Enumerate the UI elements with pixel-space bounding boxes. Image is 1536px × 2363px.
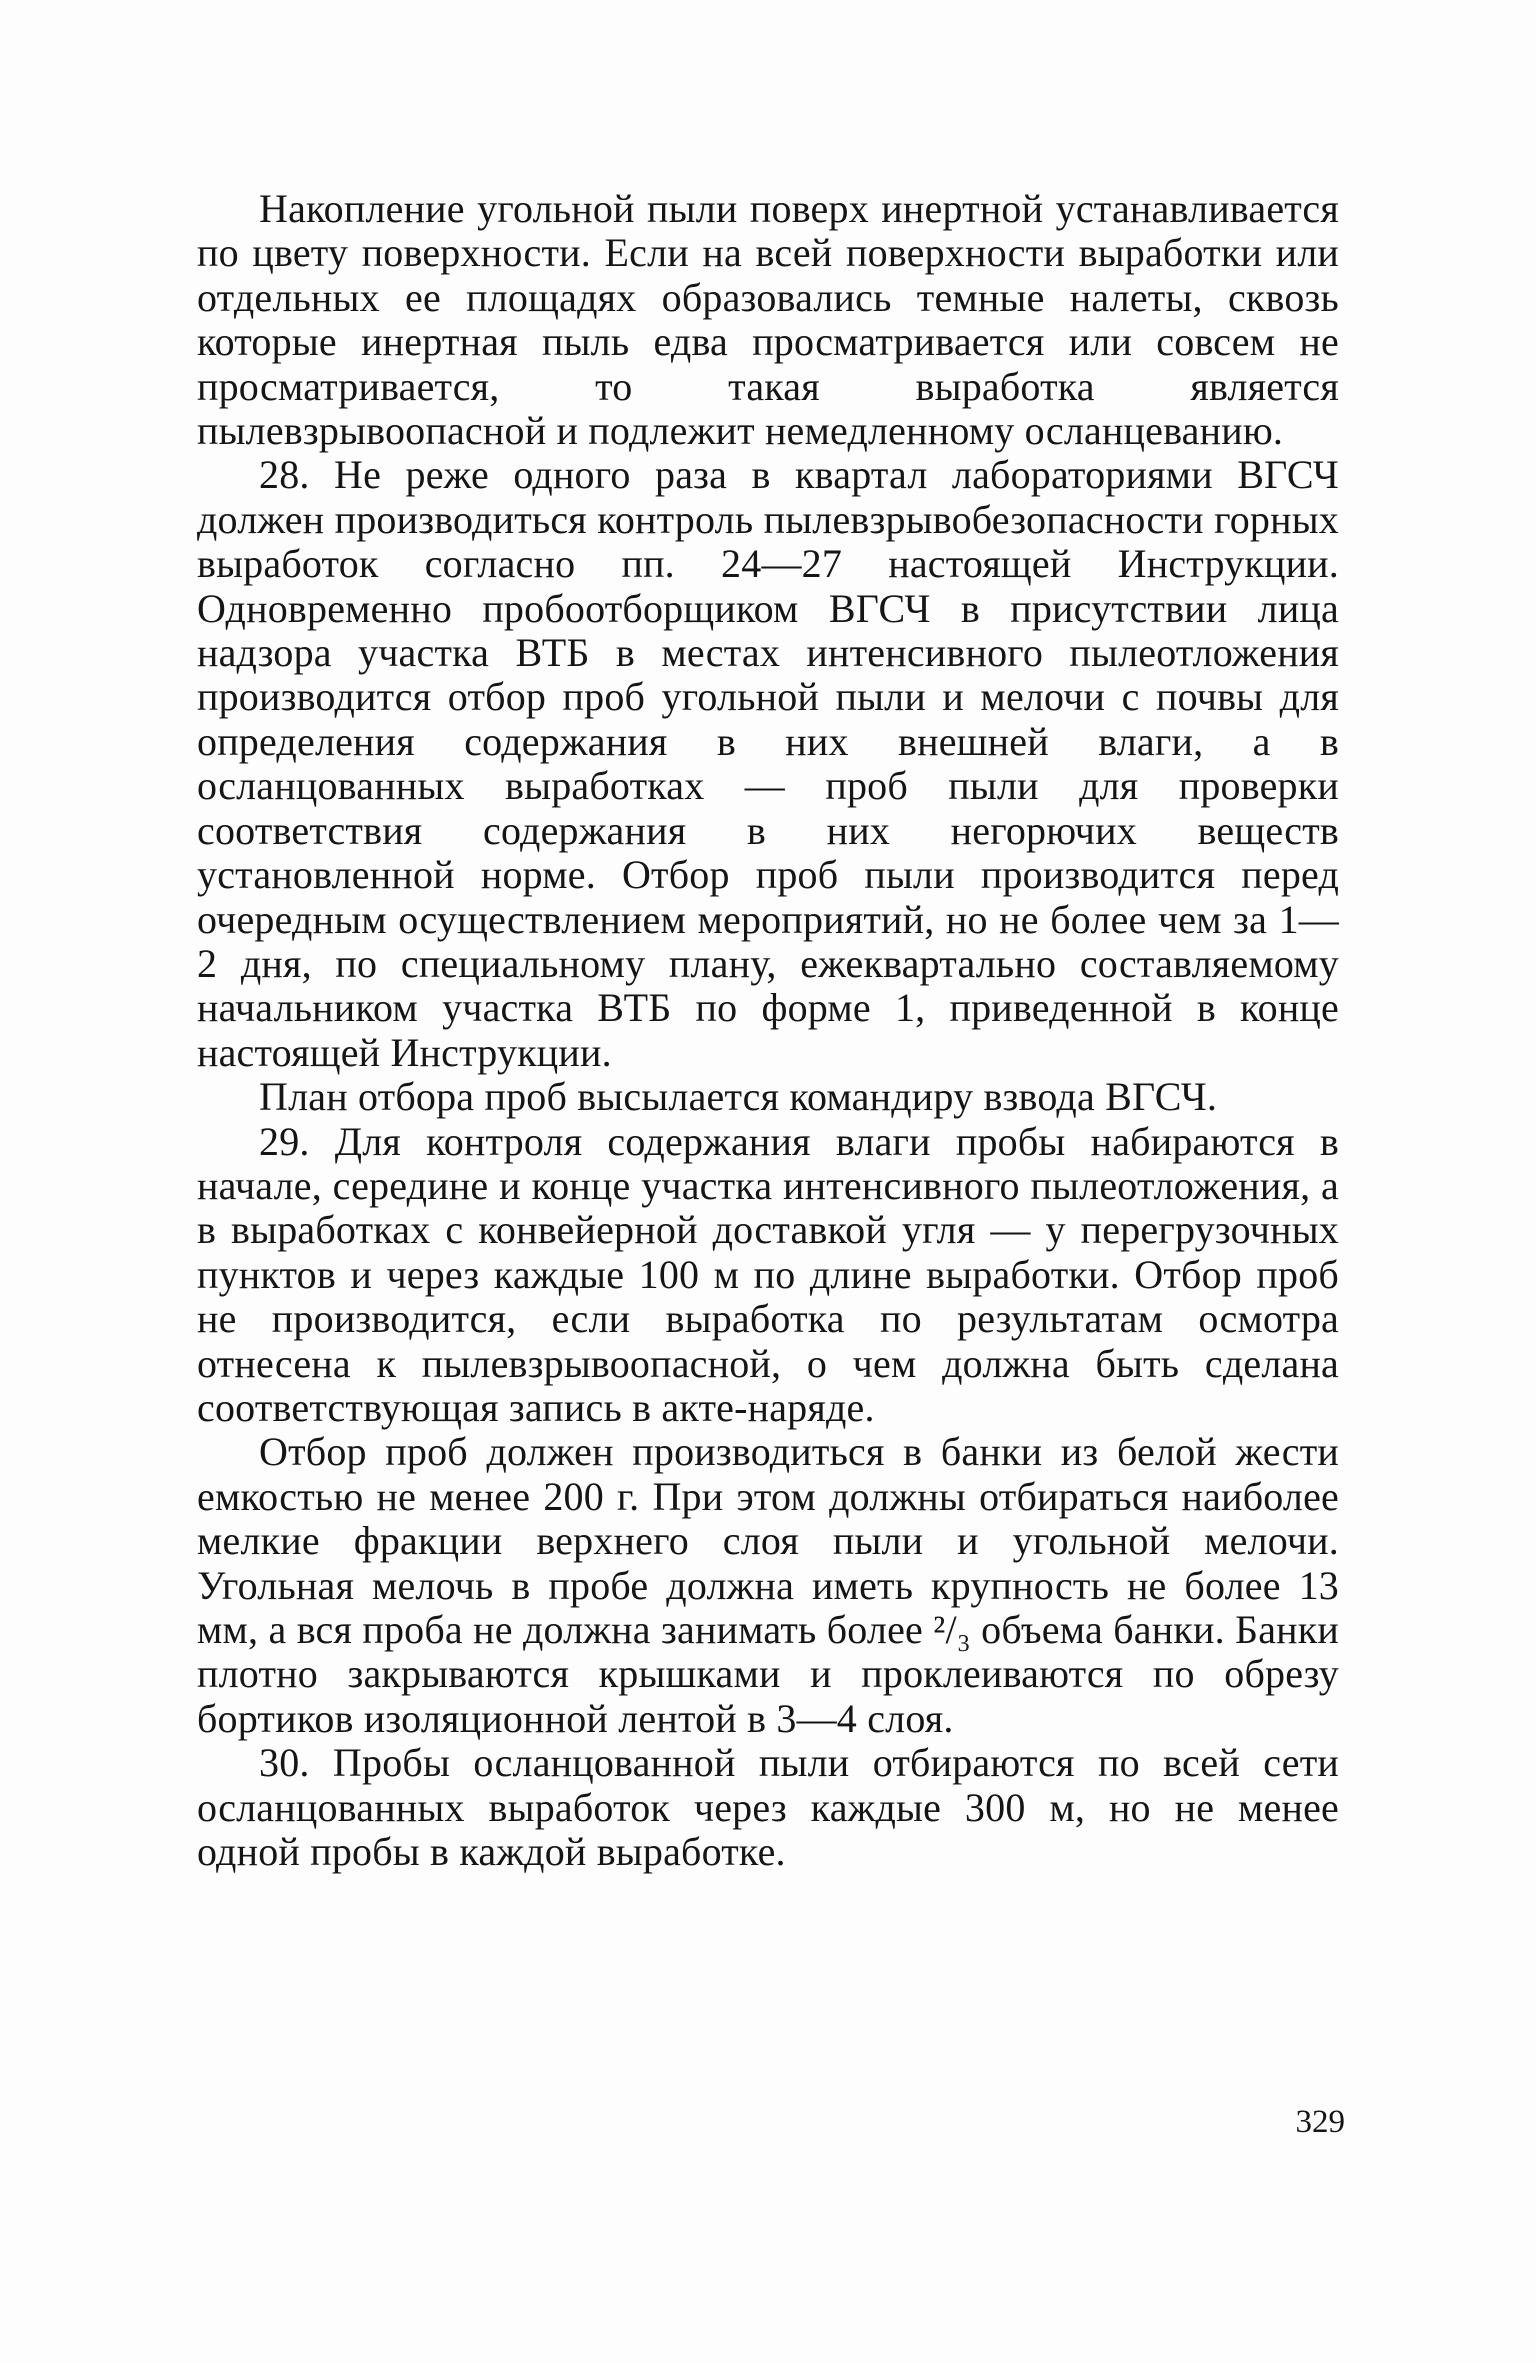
paragraph-28: 28. Не реже одного раза в квартал лабораториями ВГСЧ должен производиться контроль пылевзрывобезопасности горных выработок согласно пп. 24—27 настоящей Инструкции. Одновременно пробоотборщиком ВГСЧ в присутствии лица надзора участка ВТБ в местах интенсивного пылеотложения производится отбор проб угольной пыли и мелочи с почвы для определения содержания в них внешней влаги, а в осланцованных выработках — проб пыли для проверки соответствия содержания в них негорючих веществ установленной норме. Отбор проб пыли производится перед очередным осуществлением мероприятий, но не более чем за 1—2 дня, по специальному плану, ежеквартально составляемому начальником участка ВТБ по форме 1, приведенной в конце настоящей Инструкции. — [197, 452, 1339, 1075]
paragraph-dust-accumulation: Накопление угольной пыли поверх инертной устанавливается по цвету поверхности. Если на всей поверхности выработки или отдельных ее площадях образовались темные налеты, сквозь которые инертная пыль едва просматривается или совсем не просматривается, то такая выработка является пылевзрывоопасной и подлежит немедленному осланцеванию. — [197, 186, 1339, 454]
paragraph-sampling-procedure: Отбор проб должен производиться в банки из белой жести емкостью не менее 200 г. При этом должны отбираться наиболее мелкие фракции верхнего слоя пыли и угольной мелочи. Угольная мелочь в пробе должна иметь крупность не более 13 мм, а вся проба не должна занимать более ²/₃ объема банки. Банки плотно закрываются крышками и проклеиваются по обрезу бортиков изоляционной лентой в 3—4 слоя. — [197, 1429, 1339, 1741]
body-text — [197, 187, 1339, 1874]
paragraph-29: 29. Для контроля содержания влаги пробы набираются в начале, середине и конце участка интенсивного пылеотложения, а в выработках с конвейерной доставкой угля — у перегрузочных пунктов и через каждые 100 м по длине выработки. Отбор проб не производится, если выработка по результатам осмотра отнесена к пылевзрывоопасной, о чем должна быть сделана соответствующая запись в акте-наряде. — [197, 1118, 1339, 1430]
paragraph-sampling-plan: План отбора проб высылается командиру взвода ВГСЧ. — [259, 1074, 1218, 1120]
paragraph-30: 30. Пробы осланцованной пыли отбираются по всей сети осланцованных выработок через каждые 300 м, но не менее одной пробы в каждой выработке. — [197, 1740, 1339, 1875]
page-number: 329 — [1295, 2104, 1345, 2140]
